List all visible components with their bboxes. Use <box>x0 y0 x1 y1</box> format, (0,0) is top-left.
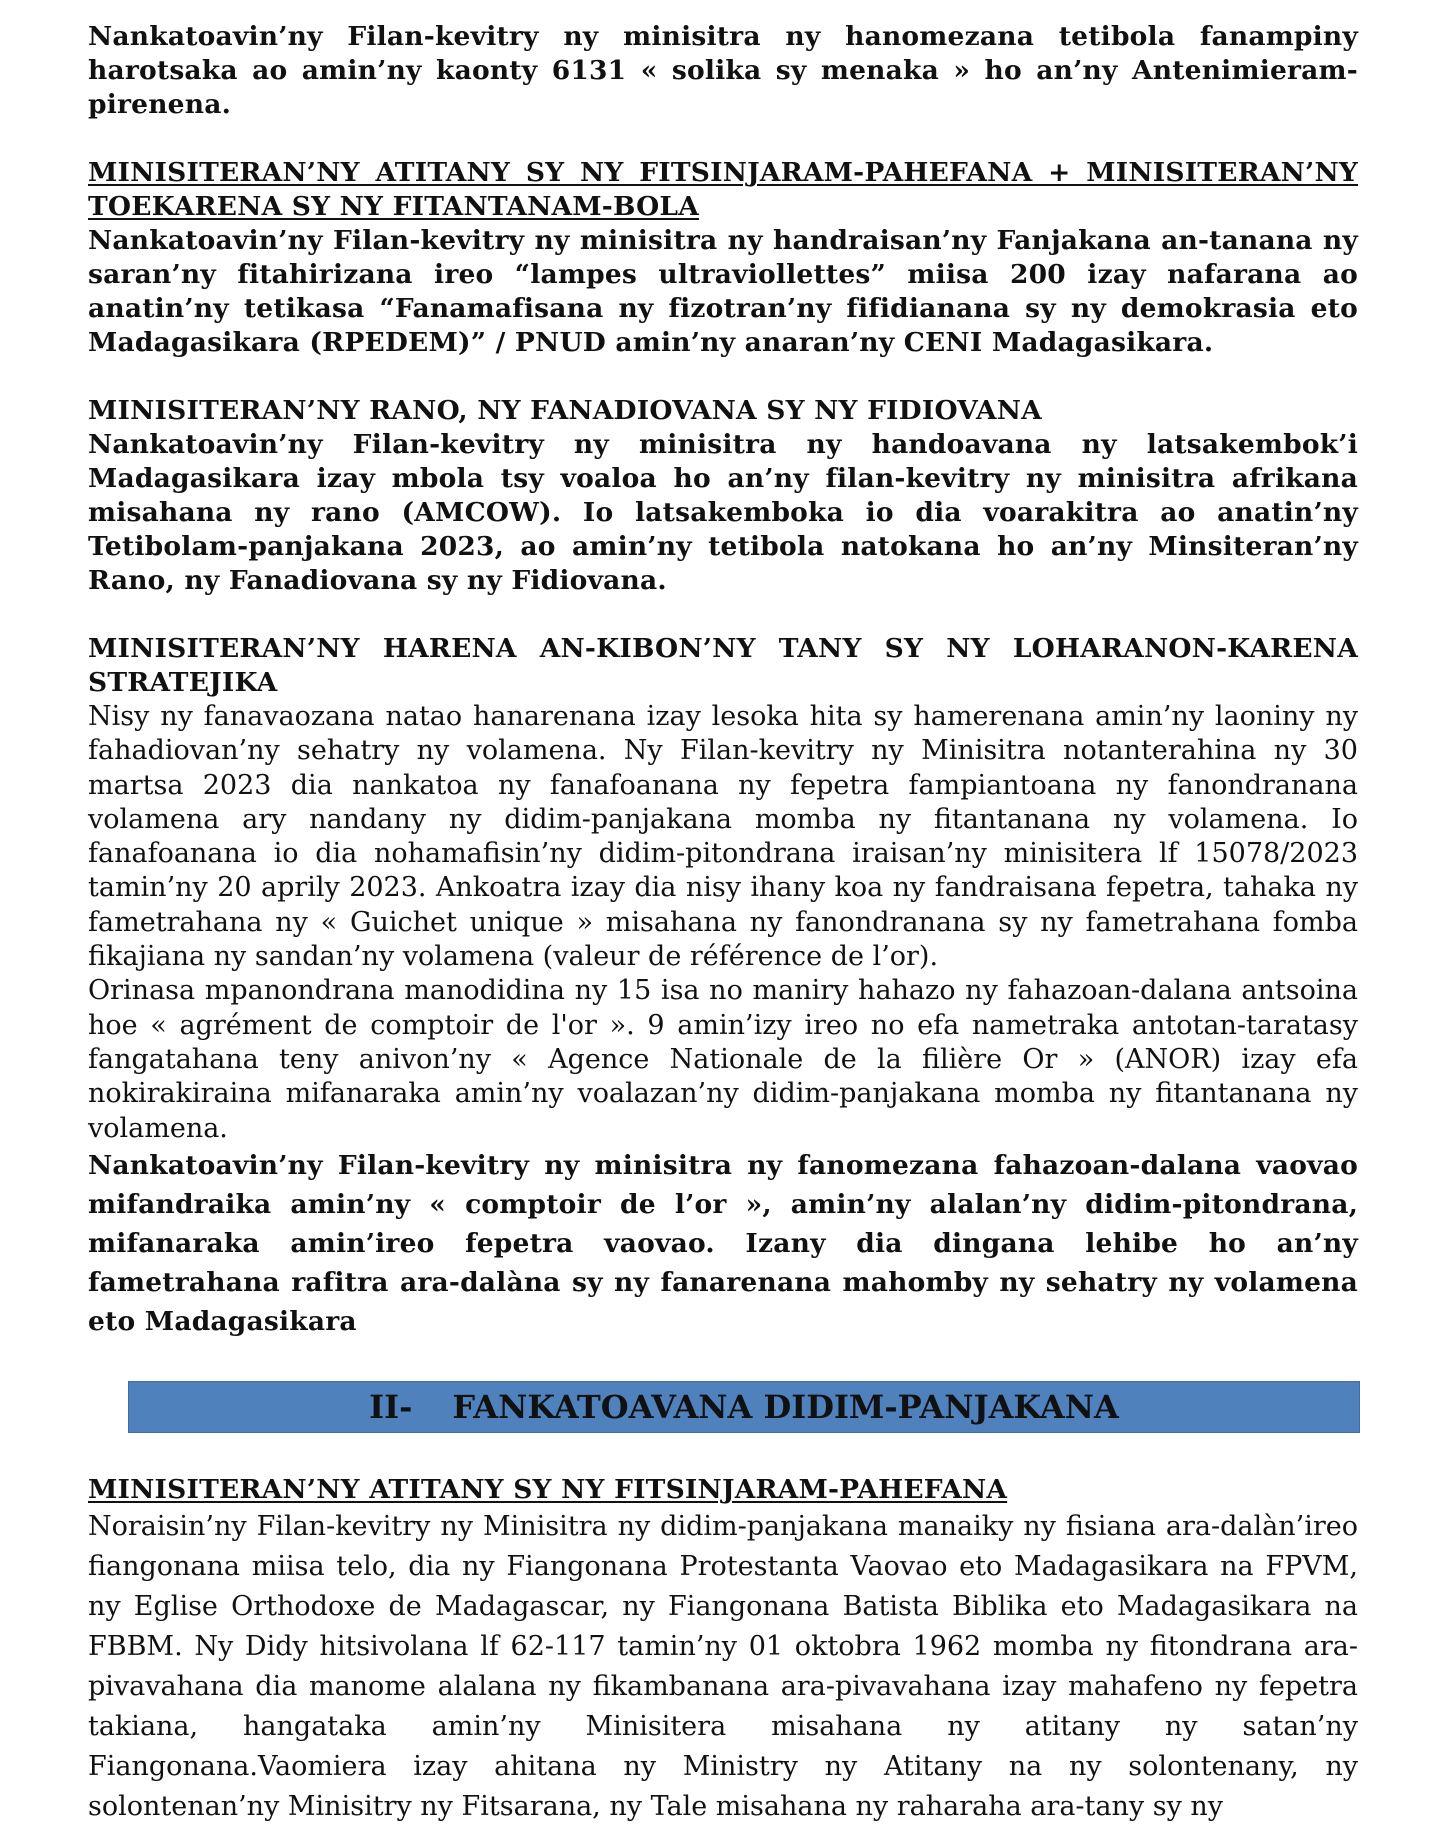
document-page <box>88 20 1358 1827</box>
spacer <box>88 1341 1358 1381</box>
heading-water-ministry: MINISITERAN’NY RANO, NY FANADIOVANA SY NY FIDIOVANA <box>88 395 1042 426</box>
heading-mining-ministry: MINISITERAN’NY HARENA AN-KIBON’NY TANY SY NY LOHARANON-KARENA STRATEJIKA <box>88 633 1358 698</box>
section-title: FANKATOAVANA DIDIM-PANJAKANA <box>452 1387 1119 1426</box>
paragraph-gold-exporters: Orinasa mpanondrana manodidina ny 15 isa no maniry hahazo ny fahazoan-dalana antsoina hoe « agrément de comptoir de l'or ». 9 amin’izy ireo no efa nametraka antotan-taratasy fangatahana teny anivon’ny « Agence Nationale de la filière Or » (ANOR) izay efa nokirakiraina mifanaraka amin’ny voalazan’ny didim-panjakana momba ny fitantanana ny volamena. <box>88 975 1358 1144</box>
paragraph-gold-reform: Nisy ny fanavaozana natao hanarenana izay lesoka hita sy hamerenana amin’ny laoniny ny fahadiovan’ny sehatry ny volamena. Ny Filan-kevitry ny Minisitra notanterahina ny 30 martsa 2023 dia nankatoa ny fanafoanana ny fepetra fampiantoana ny fanondranana volamena ary nandany ny didim-panjakana momba ny fitantanana ny volamena. Io fanafoanana io dia nohamafisin’ny didim-pitondrana iraisan’ny minisitera lf 15078/2023 tamin’ny 20 aprily 2023. Ankoatra izay dia nisy ihany koa ny fandraisana fepetra, tahaka ny fametrahana ny « Guichet unique » misahana ny fanondranana sy ny fametrahana fomba fikajiana ny sandan’ny volamena (valeur de référence de l’or). <box>88 701 1358 973</box>
section-number: II- <box>369 1387 413 1426</box>
paragraph-fuel-budget: Nankatoavin’ny Filan-kevitry ny minisitra ny hanomezana tetibola fanampiny harotsaka ao amin’ny kaonty 6131 « solika sy menaka » ho an’ny Antenimieram-pirenena. <box>88 21 1358 120</box>
paragraph-uv-lamps: Nankatoavin’ny Filan-kevitry ny minisitra ny handraisan’ny Fanjakana an-tanana ny saran’ny fitahirizana ireo “lampes ultraviollettes” miisa 200 izay nafarana ao anatin’ny tetikasa “Fanamafisana ny fizotran’ny fifidianana sy ny demokrasia eto Madagasikara (RPEDEM)” / PNUD amin’ny anaran’ny CENI Madagasikara. <box>88 225 1358 358</box>
spacer <box>88 598 1358 632</box>
heading-interior-ministry: MINISITERAN’NY ATITANY SY NY FITSINJARAM-PAHEFANA <box>88 1473 1008 1505</box>
spacer <box>88 360 1358 394</box>
spacer <box>88 122 1358 156</box>
paragraph-gold-comptoir: Nankatoavin’ny Filan-kevitry ny minisitra ny fanomezana fahazoan-dalana vaovao mifandraika amin’ny « comptoir de l’or », amin’ny alalan’ny didim-pitondrana, mifanaraka amin’ireo fepetra vaovao. Izany dia dingana lehibe ho an’ny fametrahana rafitra ara-dalàna sy ny fanarenana mahomby ny sehatry ny volamena eto Madagasikara <box>88 1149 1358 1337</box>
paragraph-churches: Noraisin’ny Filan-kevitry ny Minisitra ny didim-panjakana manaiky ny fisiana ara-dalàn’ireo fiangonana miisa telo, dia ny Fiangonana Protestanta Vaovao eto Madagasikara na FPVM, ny Eglise Orthodoxe de Madagascar, ny Fiangonana Batista Biblika eto Madagasikara na FBBM. Ny Didy hitsivolana lf 62-117 tamin’ny 01 oktobra 1962 momba ny fitondrana ara-pivavahana dia manome alalana ny fikambanana ara-pivavahana izay mahafeno ny fepetra takiana, hangataka amin’ny Minisitera misahana ny atitany ny satan’ny Fiangonana.Vaomiera izay ahitana ny Ministry ny Atitany na ny solontenany, ny solontenan’ny Minisitry ny Fitsarana, ny Tale misahana ny raharaha ara-tany sy ny <box>88 1510 1358 1822</box>
heading-interior-economy: MINISITERAN’NY ATITANY SY NY FITSINJARAM-PAHEFANA + MINISITERAN’NY TOEKARENA SY NY FITANTANAM-BOLA <box>88 157 1358 222</box>
paragraph-amcow: Nankatoavin’ny Filan-kevitry ny minisitra ny handoavana ny latsakembok’i Madagasikara izay mbola tsy voaloa ho an’ny filan-kevitry ny minisitra afrikana misahana ny rano (AMCOW). Io latsakemboka io dia voarakitra ao anatin’ny Tetibolam-panjakana 2023, ao amin’ny tetibola natokana ho an’ny Minsiteran’ny Rano, ny Fanadiovana sy ny Fidiovana. <box>88 429 1358 596</box>
section-banner <box>128 1381 1360 1433</box>
spacer <box>88 1433 1358 1473</box>
